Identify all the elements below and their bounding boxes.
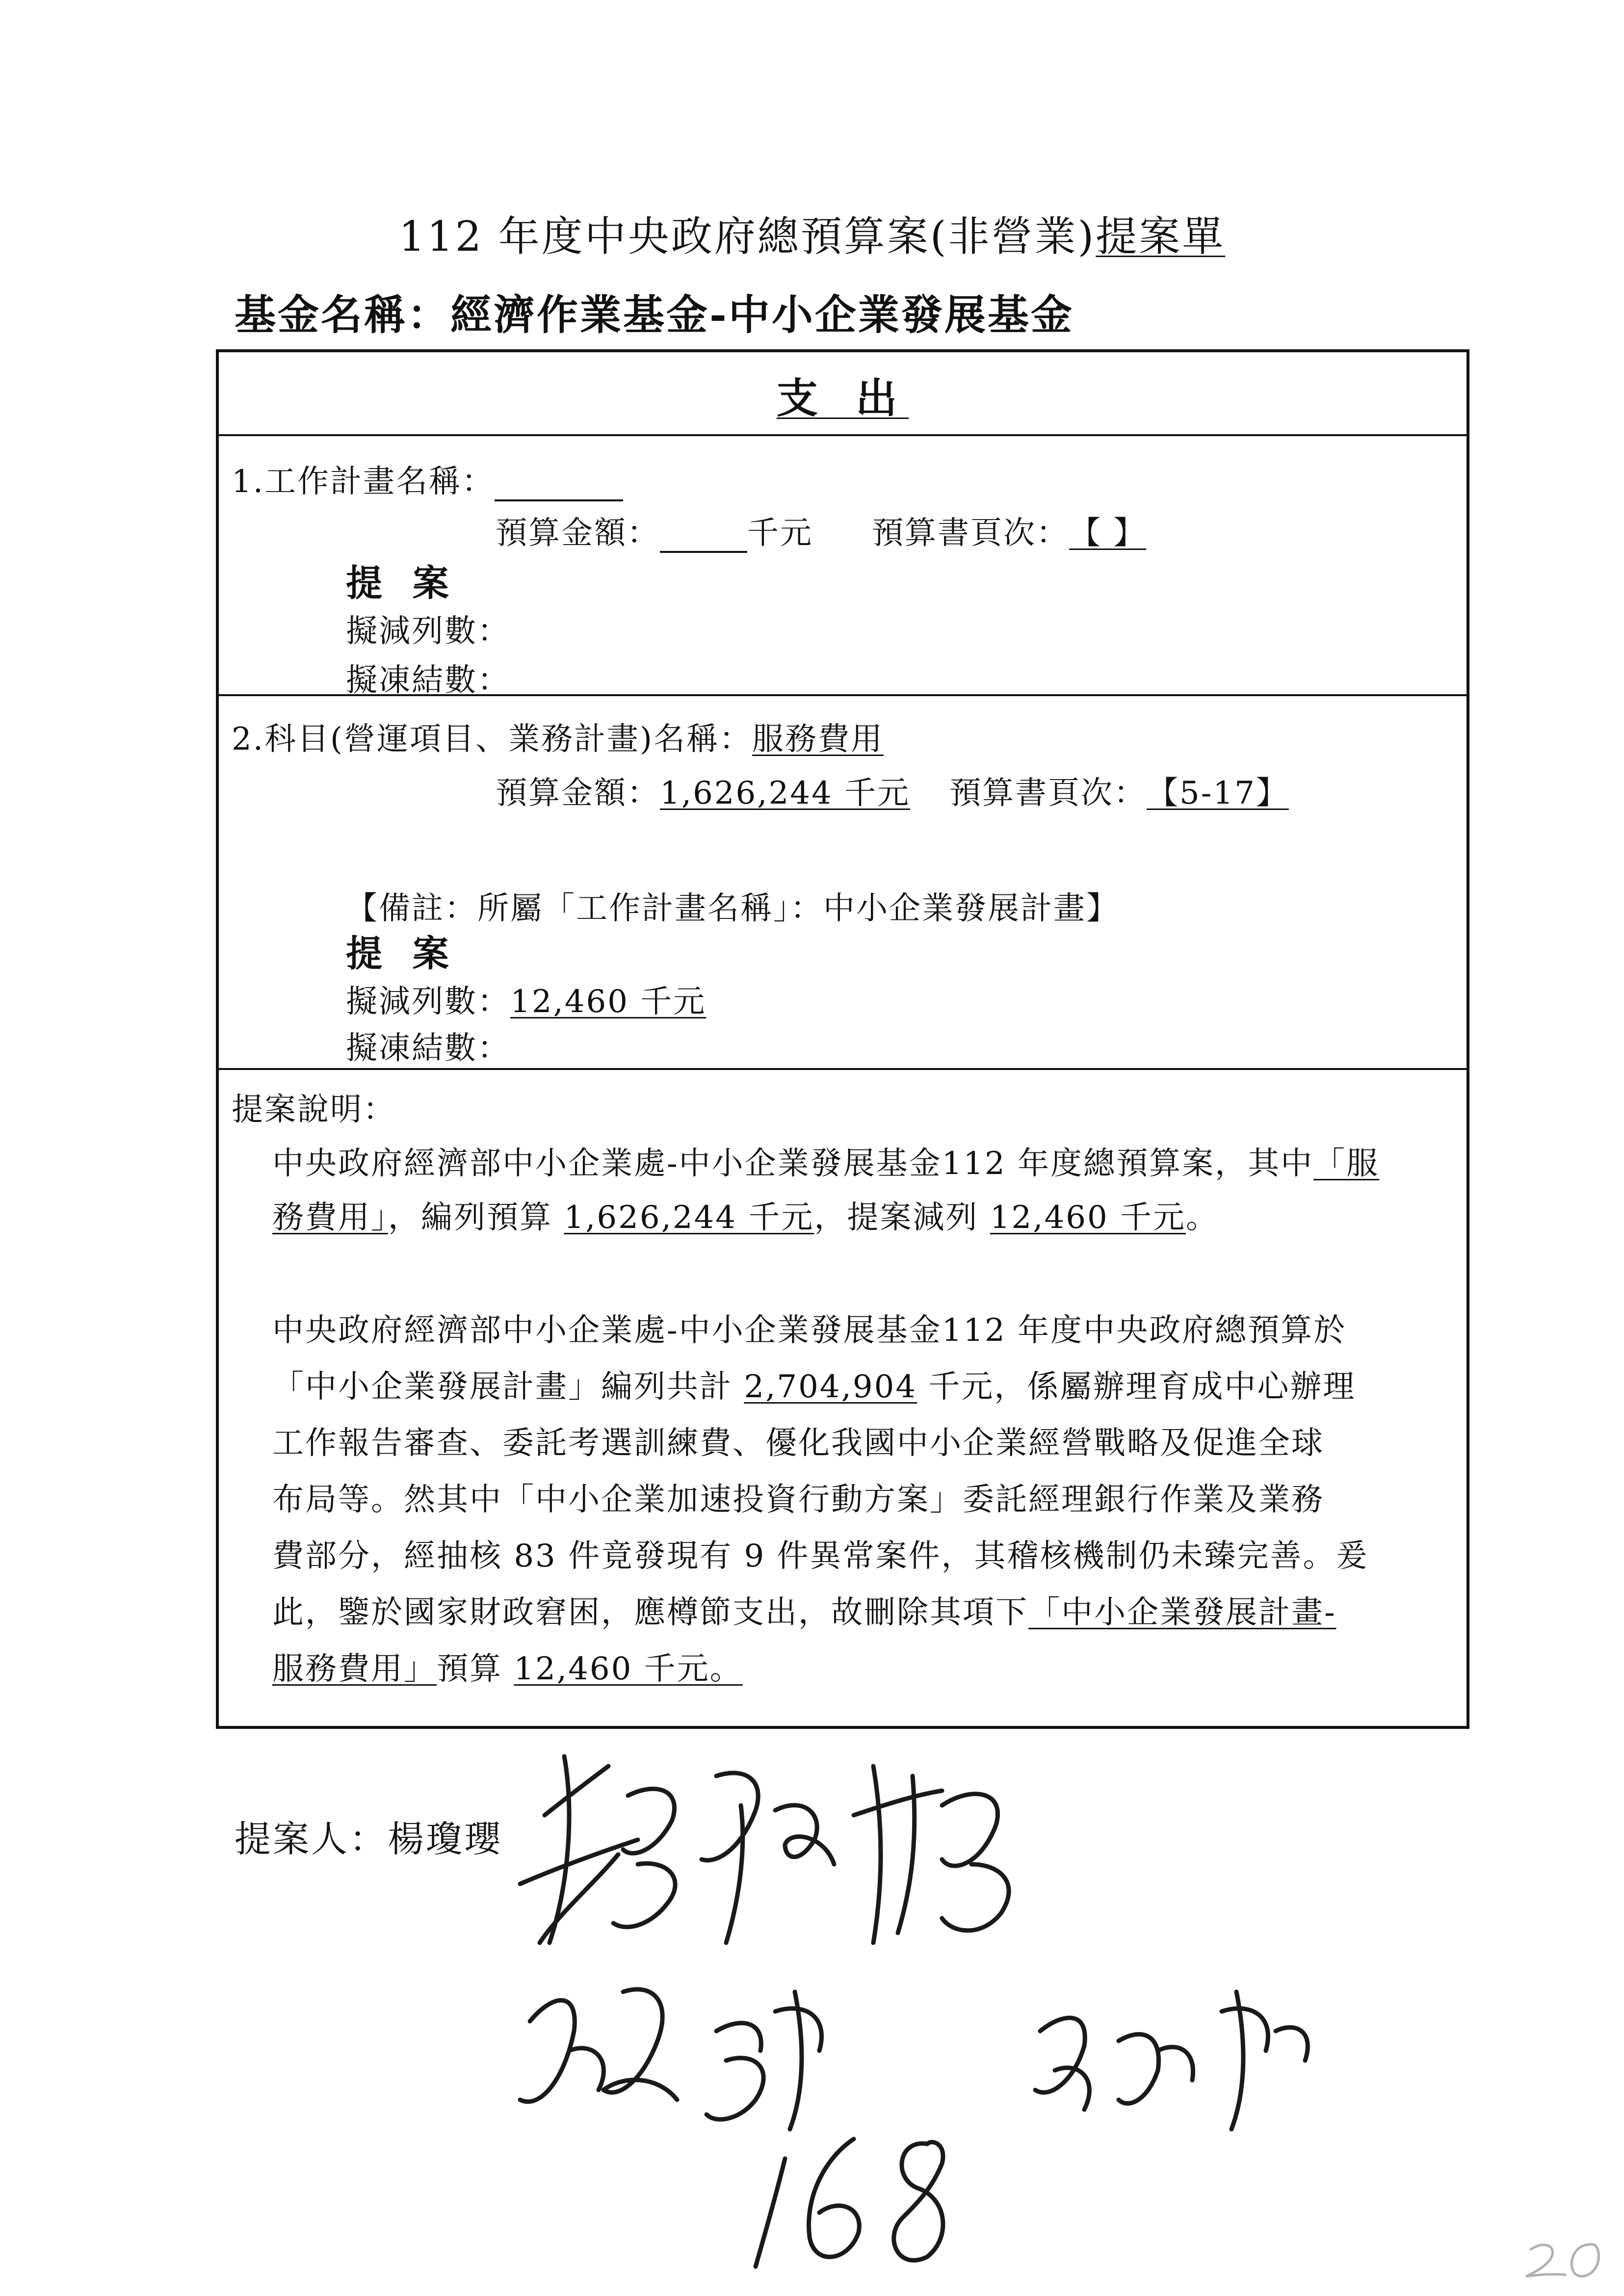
item2-label: 2.科目(營運項目、業務計畫)名稱： xyxy=(232,721,752,757)
explanation-p2-line3 xyxy=(272,1418,1324,1463)
text-segment-underlined: 12,460 千元 xyxy=(990,1200,1186,1236)
signature-stroke xyxy=(520,1756,638,1943)
item1-freeze-label: 擬凍結數： xyxy=(346,662,510,699)
signature-stroke xyxy=(1119,2035,1193,2104)
text-segment: 「中小企業發展計畫」編列共計 xyxy=(272,1369,744,1405)
item1-row xyxy=(232,456,623,501)
item1-unit: 千元 xyxy=(747,515,813,551)
item1-label: 1.工作計畫名稱： xyxy=(232,464,495,500)
item2-freeze-label: 擬凍結數： xyxy=(346,1030,510,1067)
text-segment: 預算 xyxy=(437,1651,514,1687)
item2-reduce-row xyxy=(346,976,706,1021)
title-suffix: 提案單 xyxy=(1096,212,1226,261)
signature-stroke xyxy=(1222,1992,1308,2129)
text-segment: 千元，係屬辦理育成中心辦理 xyxy=(917,1369,1356,1405)
signature-stroke xyxy=(775,1992,821,2129)
explanation-p2-line4 xyxy=(272,1474,1324,1519)
item2-row xyxy=(232,714,884,759)
text-segment-underlined: 12,460 千元。 xyxy=(514,1651,743,1687)
handwritten-signatures xyxy=(510,1737,1541,2286)
text-segment: 。 xyxy=(1186,1200,1219,1236)
explanation-p2-line2 xyxy=(272,1361,1356,1407)
signature-stroke xyxy=(1035,2018,1089,2110)
explanation-p2-line7 xyxy=(272,1644,743,1689)
table-divider-3 xyxy=(216,1068,1469,1070)
item1-name-blank xyxy=(495,470,623,501)
explanation-p2-line6 xyxy=(272,1587,1336,1632)
numeral-stroke xyxy=(894,2142,943,2260)
explanation-heading: 提案說明： xyxy=(232,1092,396,1128)
item2-reduce-label: 擬減列數： xyxy=(346,984,510,1020)
text-segment: ，提案減列 xyxy=(814,1200,990,1236)
signature-stroke xyxy=(775,1805,834,1864)
explanation-p2-line5 xyxy=(272,1531,1369,1576)
text-segment: 工作報告審查、委託考選訓練費、優化我國中小企業經營戰略及促進全球 xyxy=(272,1425,1324,1461)
item1-reduce-label: 擬減列數： xyxy=(346,613,510,650)
section-header: 支 出 xyxy=(776,374,909,422)
text-segment: 布局等。然其中「中小企業加速投資行動方案」委託經理銀行作業及業務 xyxy=(272,1482,1324,1518)
text-segment: 此，鑒於國家財政窘困，應樽節支出，故刪除其項下 xyxy=(272,1594,1028,1631)
item1-budget-row xyxy=(496,508,1197,553)
text-segment: ，編列預算 xyxy=(388,1200,564,1236)
text-segment-underlined: 「服 xyxy=(1313,1146,1380,1182)
page-mark xyxy=(1516,2227,1614,2286)
proposer: 提案人：楊瓊瓔 xyxy=(235,1818,502,1860)
signature-stroke xyxy=(603,1989,677,2100)
numeral-stroke xyxy=(756,2159,785,2267)
page-mark-stroke xyxy=(1526,2245,1565,2276)
document-title: 112 年度中央政府總預算案(非營業)提案單 xyxy=(398,212,1226,261)
text-segment-underlined: 「中小企業發展計畫- xyxy=(1028,1594,1336,1631)
item1-page-value: 【 】 xyxy=(1069,515,1147,551)
explanation-p1-line2 xyxy=(272,1192,1219,1237)
item2-note: 【備註：所屬「工作計畫名稱」：中小企業發展計畫】 xyxy=(346,890,1119,927)
signature-stroke xyxy=(942,1794,1009,1931)
explanation-p1-line1 xyxy=(272,1138,1379,1183)
item1-proposal-heading: 提 案 xyxy=(346,562,458,604)
item2-budget-label: 預算金額： xyxy=(496,775,660,811)
item2-proposal-heading: 提 案 xyxy=(346,933,458,975)
text-segment: 中央政府經濟部中小企業處-中小企業發展基金112 年度中央政府總預算於 xyxy=(272,1312,1347,1349)
fund-name: 基金名稱：經濟作業基金-中小企業發展基金 xyxy=(235,290,1074,339)
item2-page-value: 【5-17】 xyxy=(1147,775,1289,811)
item2-subject: 服務費用 xyxy=(752,721,884,757)
item1-budget-label: 預算金額： xyxy=(496,515,660,551)
item2-reduce-value: 12,460 千元 xyxy=(510,984,707,1020)
item2-budget-row xyxy=(496,768,1328,813)
signature-stroke xyxy=(613,1789,675,1927)
page-mark-drawing xyxy=(1516,2227,1614,2286)
numeral-stroke xyxy=(809,2139,859,2257)
text-segment-underlined: 務費用」 xyxy=(272,1200,388,1236)
item2-budget-value: 1,626,244 千元 xyxy=(660,775,911,811)
text-segment: 中央政府經濟部中小企業處-中小企業發展基金112 年度總預算案，其中 xyxy=(272,1146,1314,1182)
signature-stroke xyxy=(707,2023,763,2119)
table-divider-1 xyxy=(216,434,1469,436)
item1-page-label: 預算書頁次： xyxy=(872,515,1069,551)
signature-stroke xyxy=(702,1773,758,1943)
signature-stroke xyxy=(520,2000,603,2102)
page-mark-stroke xyxy=(1572,2244,1598,2276)
text-segment-underlined: 1,626,244 千元 xyxy=(564,1200,814,1236)
item1-budget-blank xyxy=(660,522,747,553)
text-segment-underlined: 2,704,904 xyxy=(744,1369,917,1405)
item2-page-label: 預算書頁次： xyxy=(949,775,1147,811)
text-segment-underlined: 服務費用」 xyxy=(272,1651,437,1687)
signature-stroke xyxy=(854,1766,942,1943)
text-segment: 費部分，經抽核 83 件竟發現有 9 件異常案件，其稽核機制仍未臻完善。爰 xyxy=(272,1538,1369,1574)
explanation-p2-line1 xyxy=(272,1305,1346,1350)
